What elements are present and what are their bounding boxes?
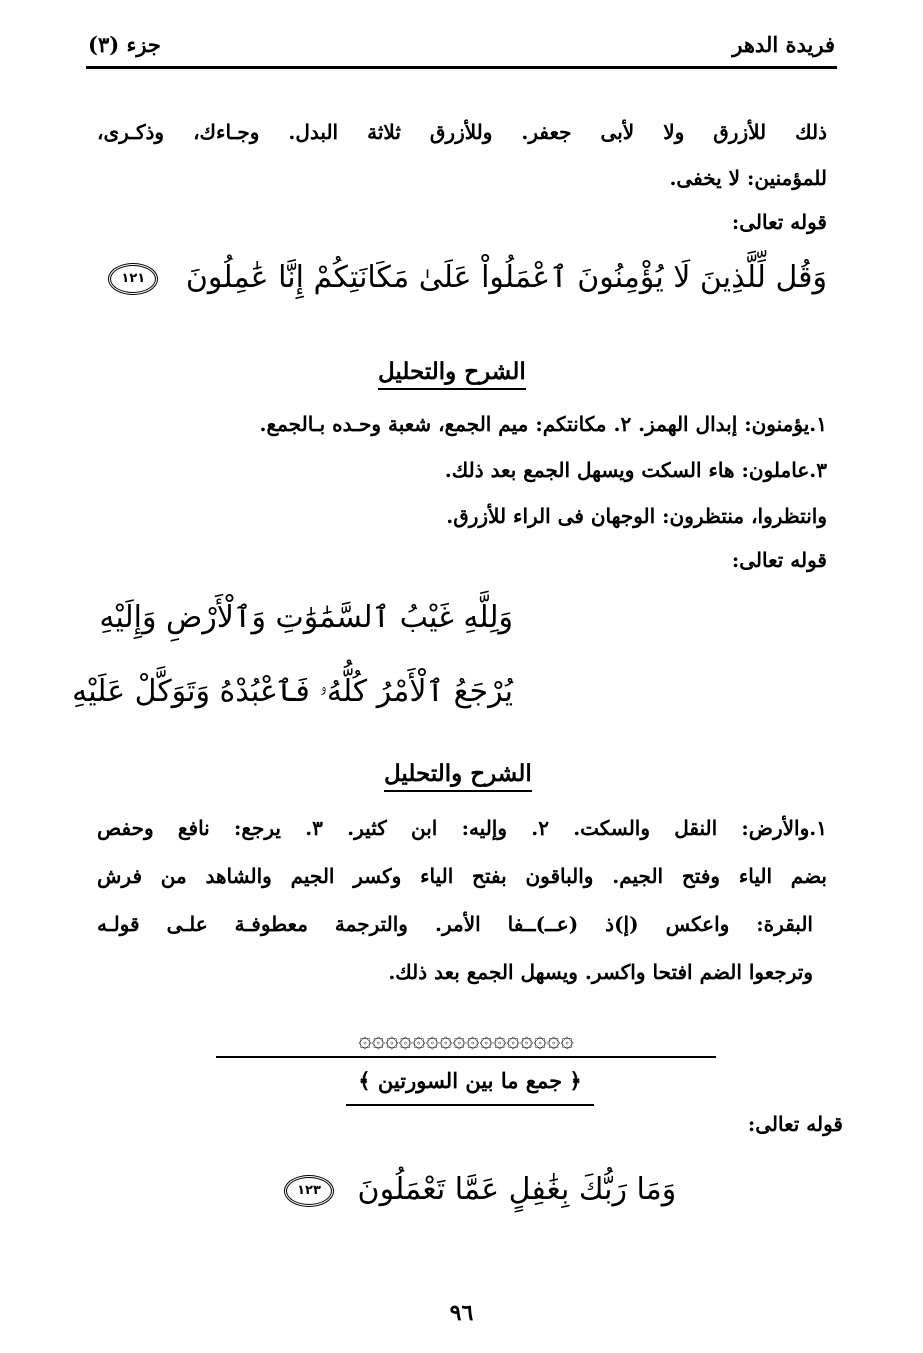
section-title: الشرح والتحليل (384, 760, 532, 792)
book-title: فريدة الدهر (732, 32, 835, 57)
verse-text: وَمَا رَبُّكَ بِغَٰفِلٍ عَمَّا تَعْمَلُونَ (357, 1172, 677, 1207)
verse-text: وَقُل لِّلَّذِينَ لَا يُؤْمِنُونَ ٱعْمَلُواْ عَلَىٰ مَكَانَتِكُمْ إِنَّا عَٰمِلُونَ (185, 260, 827, 295)
quran-verse-line: وَلِلَّهِ غَيْبُ ٱلسَّمَٰوَٰتِ وَٱلْأَرْضِ وَإِلَيْهِ (99, 600, 513, 635)
surah-separator-label: ﴿ جمع ما بين السورتين ﴾ (346, 1064, 594, 1106)
qawluhu-heading: قوله تعالى: (747, 1112, 843, 1136)
qawluhu-heading: قوله تعالى: (731, 210, 827, 234)
ornament-border: ۞۞۞۞۞۞۞۞۞۞۞۞۞۞۞۞ (216, 1026, 716, 1058)
page-number: ٩٦ (449, 1300, 474, 1326)
qawluhu-heading: قوله تعالى: (731, 548, 827, 572)
body-line: للمؤمنين: لا يخفى. (669, 166, 827, 190)
quran-verse (284, 1172, 676, 1208)
body-line: وانتظروا، منتظرون: الوجهان فى الراء للأزرق. (446, 504, 827, 528)
ayah-number-marker: ١٢١ (108, 263, 158, 295)
body-line: ١.يؤمنون: إبدال الهمز. ٢. مكانتكم: ميم الجمع، شعبة وحـده بـالجمع. (259, 412, 827, 436)
quran-verse-line: يُرْجَعُ ٱلْأَمْرُ كُلُّهُۥ فَٱعْبُدْهُ وَتَوَكَّلْ عَلَيْهِ (72, 674, 513, 709)
section-title: الشرح والتحليل (378, 358, 526, 390)
body-line: ذلك للأزرق ولا لأبى جعفر. وللأزرق ثلاثة البدل. وجـاءك، وذكـرى، (97, 120, 827, 144)
body-line: بضم الياء وفتح الجيم. والباقون بفتح الياء وكسر الجيم والشاهد من فرش (97, 864, 827, 888)
ayah-number-marker: ١٢٣ (284, 1175, 334, 1207)
body-line: البقرة: واعكس (إ)ذ (عــ)ــفا الأمر. والترجمة معطوفـة علـى قولـه (97, 912, 813, 936)
quran-verse (108, 260, 827, 296)
body-line: ١.والأرض: النقل والسكت. ٢. وإليه: ابن كثير. ٣. يرجع: نافع وحفص (97, 816, 827, 840)
running-header (86, 28, 837, 69)
part-number: جزء (٣) (88, 32, 161, 57)
body-line: وترجعوا الضم افتحا واكسر. ويسهل الجمع بعد ذلك. (388, 960, 813, 984)
body-line: ٣.عاملون: هاء السكت ويسهل الجمع بعد ذلك. (444, 458, 827, 482)
